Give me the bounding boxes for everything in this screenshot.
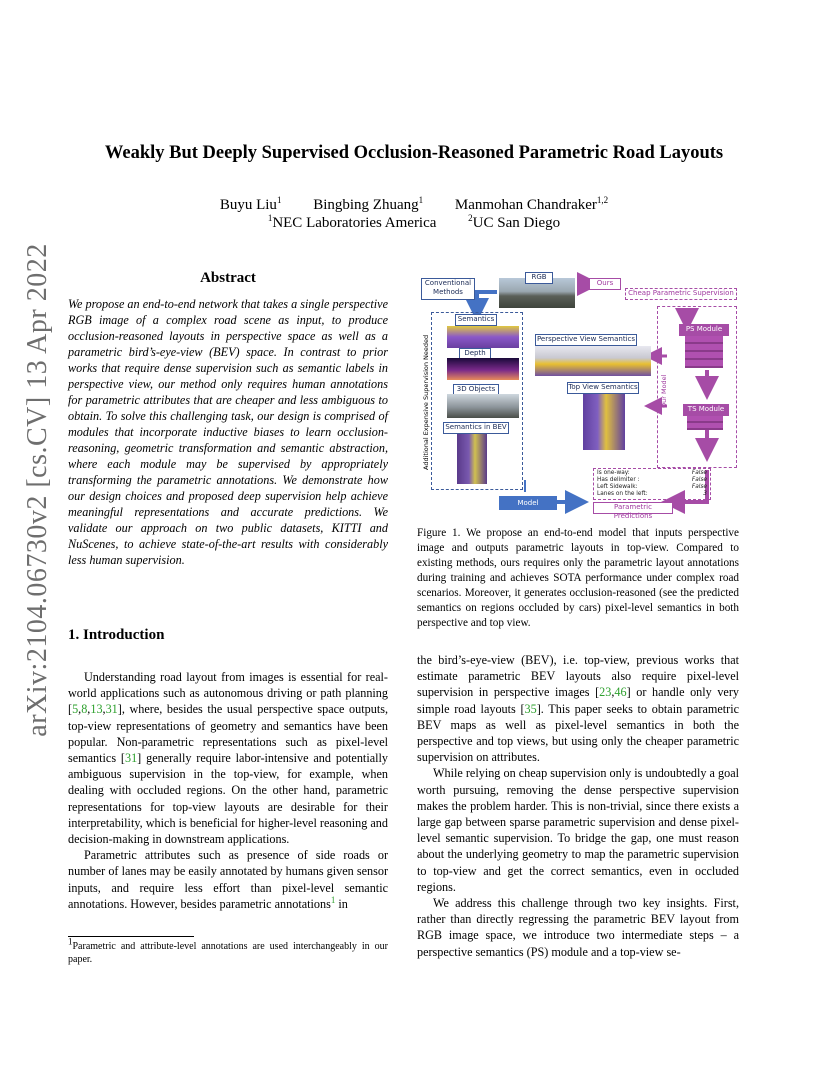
ours-label: Ours	[589, 278, 621, 290]
ps-module-blocks	[685, 336, 723, 368]
rgb-label: RGB	[525, 272, 553, 284]
citation-link[interactable]: 23	[599, 685, 612, 700]
intro-paragraph-4: While relying on cheap supervision only is undoubtedly a goal worth pursuing, removing the dense perspective supervision makes the problem harder. This is non-trivial, since there exists a large gap between sparse parametric supervision and dense pixel-level semantic supervision. To bridge the gap, one must reason about the underlying geometry to map the parametric supervision to top-view and get the correct semantics, even in occluded regions.	[417, 766, 739, 894]
citation-link[interactable]: 31	[105, 702, 118, 717]
ts-module-blocks	[687, 416, 723, 430]
tv-semantics-image	[583, 394, 625, 450]
affiliation: $^2$UC San Diego	[468, 213, 561, 231]
semantics-image	[447, 326, 519, 348]
tv-semantics-label: Top View Semantics	[567, 382, 639, 394]
affiliation: $^1$NEC Laboratories America	[267, 213, 437, 231]
intro-left-column	[68, 669, 388, 912]
ps-module-label: PS Module	[679, 324, 729, 336]
prediction-row: Lanes on the left: 3	[597, 491, 707, 497]
intro-paragraph-3: the bird’s-eye-view (BEV), i.e. top-view, previous works that estimate parametric BEV layouts also require pixel-level supervision in perspective images [23,46] or handle only very simple road layouts [35]. This paper seeks to obtain parametric BEV maps as well as pixel-level semantics in both the perspective and top views, but using only the cheaper parametric supervision on attributes.	[417, 653, 739, 765]
bev-semantics-label: Semantics in BEV	[443, 422, 509, 434]
prediction-row: Has delimiter : False	[597, 477, 707, 483]
footnote: $^1$Parametric and attribute-level annotations are used interchangeably in our paper.	[68, 936, 388, 965]
depth-label: Depth	[459, 348, 491, 360]
author: Buyu Liu$^1$	[219, 195, 282, 213]
intro-heading: 1. Introduction	[68, 627, 165, 643]
semantics-label: Semantics	[455, 314, 497, 326]
intro-paragraph-5: We address this challenge through two key insights. First, rather than directly regressing the parametric BEV layout from RGB image space, we introduce two intermediate steps – a perspective semantics (PS) module and a top-view se-	[417, 896, 739, 959]
model-box: Model	[499, 496, 557, 510]
pv-semantics-label: Perspective View Semantics	[535, 334, 637, 346]
citation-link[interactable]: 8	[81, 702, 88, 717]
arxiv-id: arXiv:2104.06730v2 [cs.CV] 13 Apr 2022	[22, 243, 53, 737]
intro-paragraph-1: Understanding road layout from images is essential for real-world applications such as autonomous driving or path planning [5,8,13,31], where, besides the usual perspective space outputs, top-view representations of geometry and semantics have been popular. Non-parametric representations such as pixel-level semantics [31] generally require labor-intensive and potentially ambiguous supervision in the top-view, for example, when dealing with occluded regions. On the other hand, parametric representations for top-view layouts are desirable for their interpretability, which is beneficial for higher-level reasoning and decision-making in downstream applications.	[68, 670, 388, 847]
prediction-row: Left Sidewalk: False	[597, 484, 707, 490]
author: Bingbing Zhuang$^1$	[313, 195, 424, 213]
author-list	[60, 196, 768, 214]
author-block	[60, 196, 768, 232]
bev-semantics-image	[457, 434, 487, 484]
intro-paragraph-2: Parametric attributes such as presence of side roads or number of lanes may be easily annotated by humans given sensor inputs, and require less effort than pixel-level semantic annotations. However, besides parametric annotations$^1$ in	[68, 848, 388, 911]
3d-objects-image	[447, 394, 519, 418]
citation-link[interactable]: 35	[524, 701, 537, 716]
conventional-methods-box: Conventional Methods	[421, 278, 475, 300]
pv-semantics-image	[535, 346, 651, 376]
footnote-link[interactable]: 1	[330, 894, 336, 905]
figure-1-caption: Figure 1. We propose an end-to-end model that inputs perspective image and outputs parametric layouts in top-view. Compared to existing methods, ours requires only the parametric layout annotations during training and achieves SOTA performance under complex road scenarios. Moreover, it generates occlusion-reasoned (see the predicted semantics on regions occluded by cars) pixel-level semantics in both perspective and top view.	[417, 527, 739, 629]
depth-image	[447, 358, 519, 380]
cheap-supervision-box: Cheap Parametric Supervision	[625, 288, 737, 300]
expensive-supervision-label: Additional Expensive Supervision Needed	[422, 334, 430, 470]
citation-link[interactable]: 31	[124, 751, 138, 766]
author: Manmohan Chandraker$^{1,2}$	[454, 195, 609, 213]
parametric-predictions-label: Parametric Predictions	[593, 502, 673, 514]
paper-title: Weakly But Deeply Supervised Occlusion-Reasoned Parametric Road Layouts	[104, 143, 724, 163]
citation-link[interactable]: 13	[90, 702, 103, 717]
ts-module-label: TS Module	[683, 404, 729, 416]
abstract-heading: Abstract	[200, 270, 256, 286]
citation-link[interactable]: 46	[614, 685, 627, 700]
parametric-predictions-list	[593, 468, 711, 500]
figure-1	[417, 270, 739, 518]
affiliation-list	[60, 214, 768, 232]
footnote-rule	[68, 936, 194, 937]
3d-objects-label: 3D Objects	[453, 384, 499, 396]
citation-link[interactable]: 5	[72, 702, 79, 717]
abstract-text: We propose an end-to-end network that takes a single perspective RGB image of a complex road scene as input, to produce occlusion-reasoned layouts in perspective space as well as a parametric bird’s-eye-view (BEV) space. In contrast to prior works that require dense supervision such as semantic labels in perspective view, our method only requires human annotations for parametric attributes that are cheaper and less ambiguous to obtain. To solve this challenging task, our design is comprised of modules that incorporate inductive biases to learn occlusion-reasoning, geometric transformation and semantic abstraction, where each module may be supervised by appropriately transforming the parametric annotations. We demonstrate how our design choices and proposed deep supervision help achieve meaningful representations and accurate predictions. We validate our approach on two public datasets, KITTI and NuScenes, to achieve state-of-the-art results with considerably less human supervision.	[68, 297, 388, 567]
prediction-row: Is one-way: False	[597, 470, 707, 476]
our-model-label: Our Model	[660, 374, 668, 408]
intro-right-column	[417, 652, 739, 960]
arxiv-stamp	[18, 243, 58, 737]
